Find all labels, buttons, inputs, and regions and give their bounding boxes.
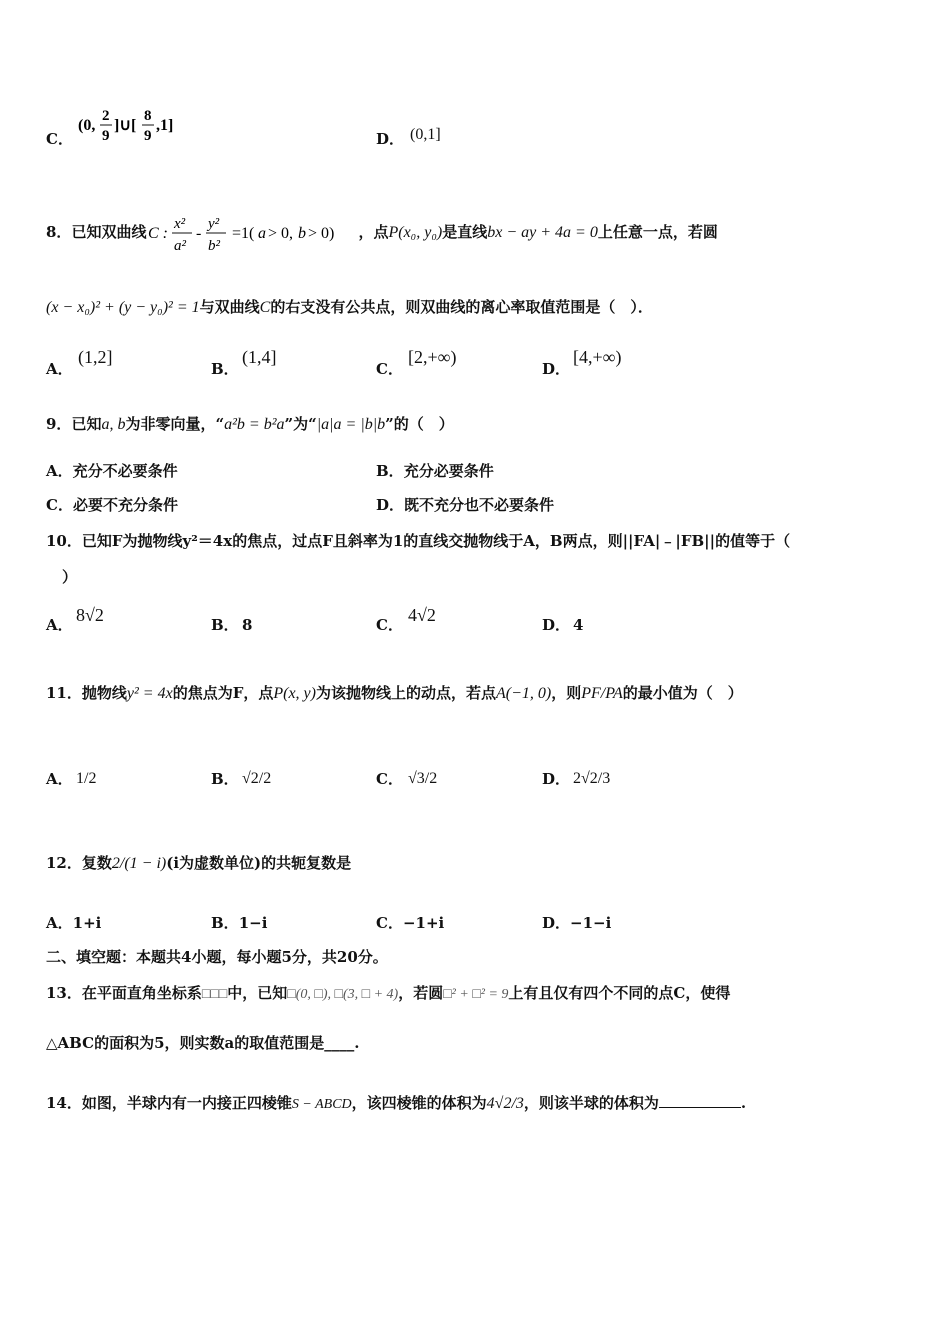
q11-text2: 的焦点为F，点 xyxy=(172,684,274,702)
q8-text3: 是直线 xyxy=(442,223,488,241)
svg-text:,1]: ,1] xyxy=(156,117,174,134)
q14-volume: 4√2/3 xyxy=(486,1095,524,1112)
q8-option-c-label: C． xyxy=(376,360,403,378)
q12-option-b-value: 1−i xyxy=(238,914,268,932)
q12-option-c-label: C． xyxy=(376,914,403,932)
q9-vars: a, b xyxy=(101,416,126,433)
q9-cond2: |a|a = |b|b xyxy=(316,416,386,433)
q12-option-a-value: 1+i xyxy=(72,914,102,932)
q8-circle: (x − x₀)² + (y − y₀)² = 1 xyxy=(46,299,200,316)
q9-option-d-label: D． xyxy=(376,496,405,514)
q8-point: P(x₀, y₀) xyxy=(388,224,443,241)
q14-text3: ，则该半球的体积为 xyxy=(523,1094,659,1112)
q14-answer-blank[interactable] xyxy=(659,1107,741,1108)
q10-option-b-label: B． xyxy=(211,616,239,634)
q10-option-c-label: C． xyxy=(376,616,403,634)
q13-text1: 在平面直角坐标系 xyxy=(81,984,202,1002)
q9-option-c xyxy=(46,494,178,516)
svg-text:C :: C : xyxy=(148,225,169,242)
section2-title-text: 二、填空题：本题共4小题，每小题5分，共20分。 xyxy=(46,948,388,966)
svg-text:> 0,: > 0, xyxy=(268,225,294,242)
q14-end: . xyxy=(740,1094,747,1112)
q9-text2: 为非零向量，“ xyxy=(125,415,225,433)
q8-text2: ，点 xyxy=(358,223,389,241)
q9-option-d xyxy=(376,494,554,516)
q10-stem-line2 xyxy=(62,566,910,588)
q10-option-b-value: 8 xyxy=(242,616,253,634)
q11-text3: 为该抛物线上的动点，若点 xyxy=(315,684,496,702)
q14-number: 14． xyxy=(46,1094,82,1112)
q13-sys: □□□ xyxy=(201,987,228,1002)
q11-option-c-value: √3/2 xyxy=(408,770,438,787)
q8-stem-line1 xyxy=(46,208,910,258)
q12-option-c xyxy=(376,912,444,934)
section2-title xyxy=(46,946,910,968)
q13-text4: 上有且仅有四个不同的点C，使得 xyxy=(508,984,731,1002)
svg-text:8: 8 xyxy=(144,108,152,124)
q9-option-d-value: 既不充分也不必要条件 xyxy=(404,496,555,514)
q10-option-a-label: A． xyxy=(46,616,73,634)
svg-text:]∪[: ]∪[ xyxy=(114,117,137,134)
q11-ratio: PF/PA xyxy=(581,685,623,702)
q8-stem-line2 xyxy=(46,296,910,319)
q8-option-d-value: [4,+∞) xyxy=(573,347,622,367)
q8-option-d-label: D． xyxy=(542,360,571,378)
q9-option-a-value: 充分不必要条件 xyxy=(72,462,178,480)
q10-option-d-value: 4 xyxy=(573,616,584,634)
q10-option-a-value: 8√2 xyxy=(76,605,104,625)
q8-line: bx − ay + 4a = 0 xyxy=(487,224,598,241)
q8-option-a-label: A． xyxy=(46,360,73,378)
svg-text:> 0): > 0) xyxy=(308,225,335,242)
svg-text:9: 9 xyxy=(144,128,152,144)
q9-number: 9． xyxy=(46,415,72,433)
q14-pyramid: S − ABCD xyxy=(291,1097,352,1112)
q12-stem xyxy=(46,852,910,875)
q8-text4: 上任意一点，若圆 xyxy=(597,223,718,241)
svg-text:y²: y² xyxy=(208,216,220,232)
q8-text6: 的右支没有公共点，则双曲线的离心率取值范围是（ ）． xyxy=(270,298,653,316)
q11-text4: ，则 xyxy=(551,684,582,702)
q13-points: □(0, □), □(3, □ + 4) xyxy=(287,987,399,1002)
svg-text:=1(: =1( xyxy=(232,225,255,242)
q10-stem-line1 xyxy=(46,530,910,552)
q13-circle: □² + □² = 9 xyxy=(443,987,509,1002)
q10-option-c-value: 4√2 xyxy=(408,605,436,625)
q13-stem-line1 xyxy=(46,982,910,1006)
q10-option-d-label: D． xyxy=(542,616,571,634)
q11-stem xyxy=(46,682,910,705)
q9-cond1: a²b = b²a xyxy=(224,416,285,433)
q9-option-b-label: B． xyxy=(376,462,404,480)
q10-line2: ） xyxy=(62,568,78,586)
q11-point: P(x, y) xyxy=(273,685,316,702)
q11-option-a-value: 1/2 xyxy=(76,770,97,787)
svg-text:b: b xyxy=(298,225,307,242)
svg-text:9: 9 xyxy=(102,128,110,144)
q9-option-c-value: 必要不充分条件 xyxy=(72,496,178,514)
q12-text1: 复数 xyxy=(81,854,112,872)
q9-stem xyxy=(46,413,910,436)
q14-stem xyxy=(46,1092,910,1116)
q13-text2: 中，已知 xyxy=(227,984,288,1002)
q7-option-c-value xyxy=(78,104,188,158)
q11-option-b-label: B． xyxy=(211,770,239,788)
q11-number: 11． xyxy=(46,684,82,702)
q8-curve-c: C xyxy=(259,299,271,316)
q8-text5: 与双曲线 xyxy=(199,298,260,316)
q14-text2: ，该四棱锥的体积为 xyxy=(351,1094,487,1112)
q12-option-d xyxy=(542,912,611,934)
q12-number: 12． xyxy=(46,854,82,872)
svg-text:(0,: (0, xyxy=(78,117,96,134)
svg-text:x²: x² xyxy=(174,216,186,232)
q11-option-c-label: C． xyxy=(376,770,403,788)
q9-text1: 已知 xyxy=(71,415,102,433)
q12-expr: 2/(1 − i) xyxy=(111,855,167,872)
q13-number: 13． xyxy=(46,984,82,1002)
q13-stem-line2 xyxy=(46,1032,910,1054)
q9-text3: ”为“ xyxy=(284,415,317,433)
q11-point-a: A(−1, 0) xyxy=(496,685,552,702)
svg-text:b²: b² xyxy=(208,238,221,254)
q11-option-a-label: A． xyxy=(46,770,73,788)
q9-option-c-label: C． xyxy=(46,496,73,514)
q10-line1: 10．已知F为抛物线y²＝4x的焦点，过点F且斜率为1的直线交抛物线于A，B两点，则||FA|﹣|FB||的值等于（ xyxy=(46,532,791,550)
q11-parabola: y² = 4x xyxy=(126,685,173,702)
q13-line2: △ABC的面积为5，则实数a的取值范围是____. xyxy=(46,1034,360,1052)
q9-option-a xyxy=(46,460,178,482)
q11-option-d-value: 2√2/3 xyxy=(573,770,611,787)
q12-text2: (i为虚数单位)的共轭复数是 xyxy=(166,854,352,872)
q12-option-a-label: A． xyxy=(46,914,73,932)
q9-option-b-value: 充分必要条件 xyxy=(403,462,494,480)
q8-hyperbola-math xyxy=(146,208,358,258)
q9-option-a-label: A． xyxy=(46,462,73,480)
svg-text:a²: a² xyxy=(174,238,187,254)
q7-option-c-label: C． xyxy=(46,130,73,148)
q7-option-c-math xyxy=(78,104,188,152)
q8-option-b-value: (1,4] xyxy=(242,347,277,367)
q7-option-d-value: (0,1] xyxy=(410,126,441,143)
q8-number: 8． xyxy=(46,223,72,241)
q12-option-d-value: −1−i xyxy=(570,914,612,932)
q8-text1: 已知双曲线 xyxy=(71,223,147,241)
q12-option-d-label: D． xyxy=(542,914,571,932)
q11-text5: 的最小值为（ ） xyxy=(622,684,743,702)
q11-option-d-label: D． xyxy=(542,770,571,788)
q12-option-b-label: B． xyxy=(211,914,239,932)
q8-hyperbola xyxy=(146,208,358,258)
q9-option-b xyxy=(376,460,494,482)
svg-text:a: a xyxy=(258,225,267,242)
svg-text:2: 2 xyxy=(102,108,110,124)
q8-option-c-value: [2,+∞) xyxy=(408,347,457,367)
q12-option-b xyxy=(211,912,267,934)
q14-text1: 如图，半球内有一内接正四棱锥 xyxy=(81,1094,292,1112)
svg-text:-: - xyxy=(196,225,202,242)
q11-text1: 抛物线 xyxy=(81,684,127,702)
q8-option-b-label: B． xyxy=(211,360,239,378)
q13-text3: ，若圆 xyxy=(398,984,444,1002)
q8-option-a-value: (1,2] xyxy=(78,347,113,367)
q9-text4: ”的（ ） xyxy=(385,415,454,433)
q12-option-c-value: −1+i xyxy=(402,914,445,932)
q12-option-a xyxy=(46,912,101,934)
q11-option-b-value: √2/2 xyxy=(242,770,272,787)
q7-option-d-label: D． xyxy=(376,130,405,148)
